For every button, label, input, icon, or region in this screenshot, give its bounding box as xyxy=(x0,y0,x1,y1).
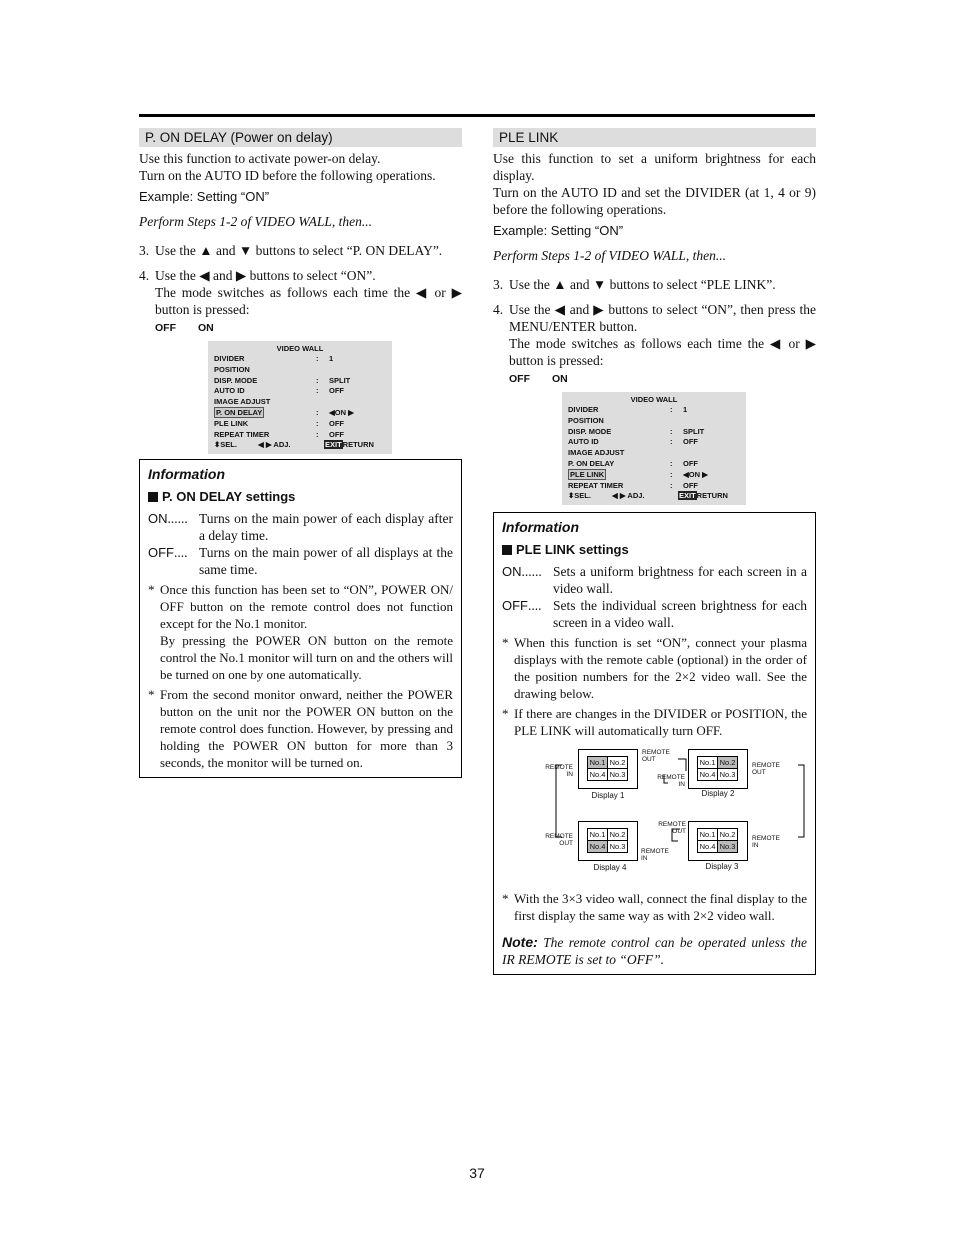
display-4: No.1 No.2 No.4 No.3 xyxy=(578,821,638,861)
display-2: No.1 No.2 No.4 No.3 xyxy=(688,749,748,789)
step-text: Use the ▲ and ▼ buttons to select “PLE LINK”. xyxy=(509,277,776,292)
osd-footer xyxy=(214,440,386,451)
osd-row: AUTO ID : OFF xyxy=(568,437,698,447)
remote-in-label: REMOTE IN xyxy=(641,848,669,863)
osd-row: POSITION xyxy=(214,364,250,374)
option-on: ON xyxy=(552,373,568,385)
osd-title: VIDEO WALL xyxy=(276,344,324,353)
option-off: OFF xyxy=(509,373,530,385)
osd-row: REPEAT TIMER : OFF xyxy=(568,480,698,490)
step-text: Use the ▲ and ▼ buttons to select “P. ON DELAY”. xyxy=(155,243,443,258)
setting-on: ON...... Sets a uniform brightness for each screen in a video wall. xyxy=(502,564,807,597)
osd-row: AUTO ID : OFF xyxy=(214,386,344,396)
mode-options xyxy=(155,322,462,334)
setting-off: OFF.... Sets the individual screen brightness for each screen in a video wall. xyxy=(502,598,807,631)
page-number: 37 xyxy=(469,1165,485,1181)
step-text: Use the ◀ and ▶ buttons to select “ON”, then press the MENU/ENTER button. xyxy=(509,302,816,334)
option-off: OFF xyxy=(155,322,176,334)
osd-exit: EXITRETURN xyxy=(679,491,728,501)
note-item: * Once this function has been set to “ON”, POWER ON/ OFF button on the remote control does not function except for the No.1 monitor. By pressing the POWER ON button on the remote control the No.1 monitor will turn on and the others will be turned on one by one automatically. xyxy=(148,582,453,683)
section-title: P. ON DELAY (Power on delay) xyxy=(139,128,462,147)
intro-text: Turn on the AUTO ID and set the DIVIDER (at 1, 4 or 9) before the following operations. xyxy=(493,185,816,217)
information-box xyxy=(139,459,462,778)
top-rule xyxy=(139,114,815,117)
step-number: 4. xyxy=(493,302,504,317)
osd-sel: ⬍SEL. xyxy=(568,491,591,501)
information-title: Information xyxy=(148,466,225,483)
settings-subhead: PLE LINK settings xyxy=(502,542,807,557)
osd-title: VIDEO WALL xyxy=(630,395,678,404)
remote-out-label: REMOTE OUT xyxy=(752,762,780,777)
example-heading: Example: Setting “ON” xyxy=(139,189,270,204)
osd-row: DIVIDER : 1 xyxy=(214,354,334,363)
remote-out-label: REMOTE OUT xyxy=(642,749,670,764)
example-heading: Example: Setting “ON” xyxy=(493,223,624,238)
remote-in-label: REMOTE IN xyxy=(545,764,573,779)
remote-in-label: REMOTE IN xyxy=(657,774,685,789)
osd-row: POSITION xyxy=(568,415,604,425)
osd-row: P. ON DELAY : ◀ON ▶ xyxy=(216,407,354,417)
osd-row: IMAGE ADJUST xyxy=(568,448,625,458)
display-1-label: Display 1 xyxy=(591,791,625,801)
display-3: No.1 No.2 No.4 No.3 xyxy=(688,821,748,861)
step-number: 4. xyxy=(139,268,150,283)
note-item: * From the second monitor onward, neither the POWER button on the unit nor the POWER ON button on the remote control does function. However, by pressing and holding the POWER ON button for more than 3 seconds, the monitor will be turned on. xyxy=(148,687,453,771)
osd-adj: ◀ ▶ ADJ. xyxy=(612,491,645,501)
osd-adj: ◀ ▶ ADJ. xyxy=(258,440,291,450)
square-bullet-icon xyxy=(148,492,158,502)
display-2-label: Display 2 xyxy=(701,789,735,799)
osd-row: PLE LINK : ◀ON ▶ xyxy=(570,469,708,479)
note-item: * When this function is set “ON”, connect your plasma displays with the remote cable (optional) in the order of the position numbers for the 2×2 video wall. See the drawing below. xyxy=(502,635,807,702)
remote-out-label: REMOTE OUT xyxy=(658,821,686,836)
information-box xyxy=(493,512,816,975)
step-3 xyxy=(139,242,462,259)
osd-menu xyxy=(208,341,392,454)
step-text: The mode switches as follows each time the ◀ or ▶ button is pressed: xyxy=(155,285,462,317)
remote-out-label: REMOTE OUT xyxy=(545,833,573,848)
step-4 xyxy=(493,301,816,369)
connection-diagram xyxy=(522,749,812,884)
display-3-label: Display 3 xyxy=(705,862,739,872)
note-item: * If there are changes in the DIVIDER or POSITION, the PLE LINK will automatically turn OFF. xyxy=(502,706,807,739)
osd-row: DISP. MODE : SPLIT xyxy=(568,426,705,436)
section-title: PLE LINK xyxy=(493,128,816,147)
osd-exit: EXITRETURN xyxy=(325,440,374,450)
osd-row: PLE LINK : OFF xyxy=(214,418,344,428)
osd-rows xyxy=(568,405,740,491)
step-4 xyxy=(139,267,462,318)
step-3 xyxy=(493,276,816,293)
square-bullet-icon xyxy=(502,545,512,555)
osd-rows xyxy=(214,354,386,440)
setting-off: OFF.... Turns on the main power of all displays at the same time. xyxy=(148,545,453,578)
note-text: The remote control can be operated unless the IR REMOTE is set to “OFF”. xyxy=(502,935,808,968)
display-4-label: Display 4 xyxy=(593,863,627,873)
step-number: 3. xyxy=(139,243,150,258)
osd-row: DIVIDER : 1 xyxy=(568,405,688,414)
osd-sel: ⬍SEL. xyxy=(214,440,237,450)
mode-options xyxy=(509,373,816,385)
option-on: ON xyxy=(198,322,214,334)
perform-text: Perform Steps 1-2 of VIDEO WALL, then... xyxy=(493,248,727,263)
left-column xyxy=(139,128,462,778)
note-paragraph xyxy=(502,934,807,968)
right-column xyxy=(493,128,816,975)
step-number: 3. xyxy=(493,277,504,292)
osd-row: P. ON DELAY : OFF xyxy=(568,458,698,468)
display-1: No.1 No.2 No.4 No.3 xyxy=(578,749,638,789)
osd-footer xyxy=(568,491,740,502)
intro-text: Turn on the AUTO ID before the following operations. xyxy=(139,168,436,183)
setting-on: ON...... Turns on the main power of each display after a delay time. xyxy=(148,511,453,544)
osd-row: IMAGE ADJUST xyxy=(214,397,271,407)
information-title: Information xyxy=(502,519,579,536)
osd-menu xyxy=(562,392,746,505)
intro-text: Use this function to set a uniform brightness for each display. xyxy=(493,151,816,183)
remote-in-label: REMOTE IN xyxy=(752,835,780,850)
intro-text: Use this function to activate power-on delay. xyxy=(139,151,381,166)
step-text: The mode switches as follows each time the ◀ or ▶ button is pressed: xyxy=(509,336,816,368)
osd-row: DISP. MODE : SPLIT xyxy=(214,375,351,385)
perform-text: Perform Steps 1-2 of VIDEO WALL, then... xyxy=(139,214,373,229)
note-item: * With the 3×3 video wall, connect the final display to the first display the same way as with 2×2 video wall. xyxy=(502,891,807,924)
step-text: Use the ◀ and ▶ buttons to select “ON”. xyxy=(155,268,376,283)
osd-row: REPEAT TIMER : OFF xyxy=(214,429,344,439)
note-label: Note: xyxy=(502,934,538,951)
settings-subhead: P. ON DELAY settings xyxy=(148,489,453,504)
